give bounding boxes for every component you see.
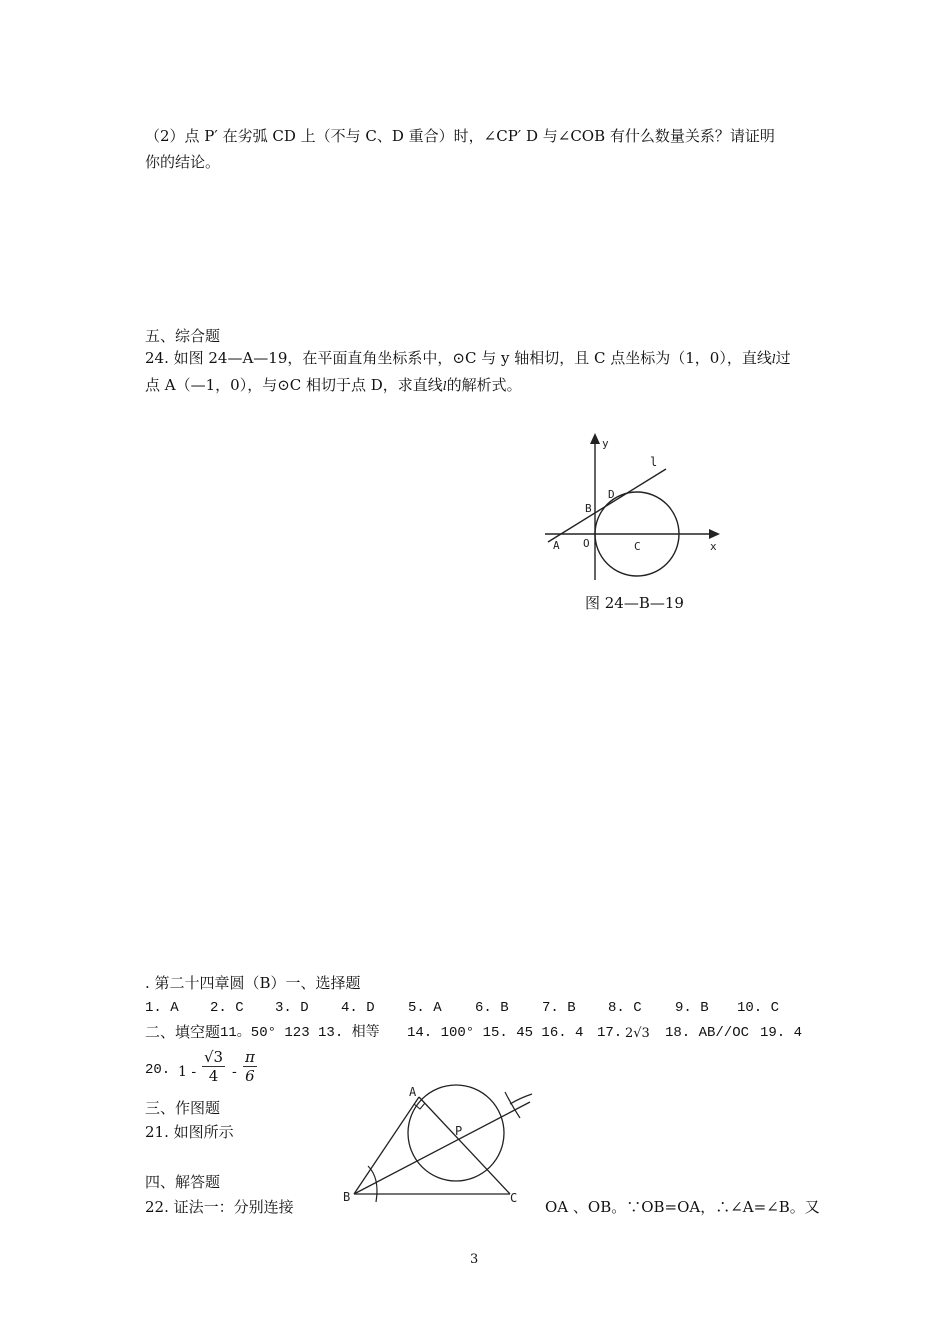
label-p: P <box>455 1124 463 1138</box>
choice-answer: 8. C <box>608 1000 642 1016</box>
answers-title: . 第二十四章圆（B）一、选择题 <box>145 974 361 992</box>
q23-part2-line1: （2）点 P′ 在劣弧 CD 上（不与 C、D 重合）时，∠CP′ D 与∠COB 有什么数量关系？请证明 <box>145 127 775 145</box>
q20-frac1-numerator: √3 <box>204 1048 224 1066</box>
fill-answer: 14. 100° 15. 45 16. 4 <box>407 1025 584 1041</box>
line-l-symbol: l <box>771 352 776 366</box>
choice-answer: 7. B <box>542 1000 576 1016</box>
q24-line1-text: 24. 如图 24—A—19，在平面直角坐标系中，⊙C 与 y 轴相切，且 C 点坐标为（1，0），直线 <box>145 349 772 367</box>
y-axis-arrow <box>590 433 600 444</box>
q20-frac1-denominator: 4 <box>208 1067 219 1085</box>
section4-heading: 四、解答题 <box>145 1173 221 1191</box>
figure-24-coordinate-diagram <box>540 430 740 585</box>
choice-answer: 3. D <box>275 1000 309 1016</box>
label-b: B <box>585 502 592 515</box>
choice-answer: 10. C <box>737 1000 780 1016</box>
q24-line1-end: 过 <box>775 349 791 367</box>
fill-answers-row <box>145 1022 825 1044</box>
q24-line1 <box>145 348 791 369</box>
figure-24-caption: 图 24—B—19 <box>585 594 684 612</box>
label-c: C <box>634 540 641 553</box>
side-ac <box>419 1097 510 1194</box>
section3-heading: 三、作图题 <box>145 1099 221 1117</box>
choice-answer: 4. D <box>341 1000 375 1016</box>
label-l: l <box>650 455 658 469</box>
q22-end: OA 、OB。∵OB=OA，∴∠A=∠B。又 <box>545 1198 820 1216</box>
q20-frac2-denominator: 6 <box>245 1067 255 1085</box>
q24-line2 <box>145 375 522 396</box>
label-a: A <box>409 1085 417 1099</box>
choice-answer: 1. A <box>145 1000 179 1016</box>
line-l-symbol-2: l <box>442 379 447 393</box>
q20-fraction-2 <box>243 1048 257 1085</box>
q23-part2-line2: 你的结论。 <box>145 153 221 171</box>
label-c: C <box>510 1191 518 1205</box>
q21-text: 21. 如图所示 <box>145 1123 234 1141</box>
q20-lead: 1 - <box>178 1064 197 1080</box>
choice-answer: 2. C <box>210 1000 244 1016</box>
q17-answer-value: 2√3 <box>625 1026 650 1041</box>
label-o: O <box>583 537 590 550</box>
choice-answer: 6. B <box>475 1000 509 1016</box>
q22-start: 22. 证法一：分别连接 <box>145 1198 294 1216</box>
label-x: x <box>710 540 717 553</box>
fill-answer: 17. <box>597 1025 623 1041</box>
choice-answers-row <box>145 998 825 1018</box>
tangent-line-l <box>548 469 666 542</box>
x-axis-arrow <box>709 529 720 539</box>
q20-fraction-1 <box>202 1048 225 1085</box>
figure-21-construction-diagram <box>340 1078 540 1208</box>
q20-frac2-numerator: π <box>245 1048 255 1066</box>
fill-answer: 18. AB//OC <box>665 1025 750 1041</box>
label-y: y <box>602 437 609 450</box>
fill-answer: 19. 4 <box>760 1025 803 1041</box>
label-a: A <box>553 539 560 552</box>
page-number: 3 <box>470 1252 479 1267</box>
angle-bisector-line <box>354 1102 530 1194</box>
q24-line2-end: 的解析式。 <box>446 376 522 394</box>
section5-heading: 五、综合题 <box>145 327 221 345</box>
choice-answer: 5. A <box>408 1000 442 1016</box>
label-b: B <box>343 1190 351 1204</box>
q20-minus: - <box>232 1064 237 1080</box>
q20-label: 20. <box>145 1062 171 1078</box>
label-d: D <box>608 488 615 501</box>
fill-answer: 11。50° 123 13. 相等 <box>220 1025 380 1041</box>
q24-line2-text: 点 A（—1，0），与⊙C 相切于点 D，求直线 <box>145 376 443 394</box>
fill-section-label: 二、填空题 <box>145 1023 221 1041</box>
choice-answer: 9. B <box>675 1000 709 1016</box>
